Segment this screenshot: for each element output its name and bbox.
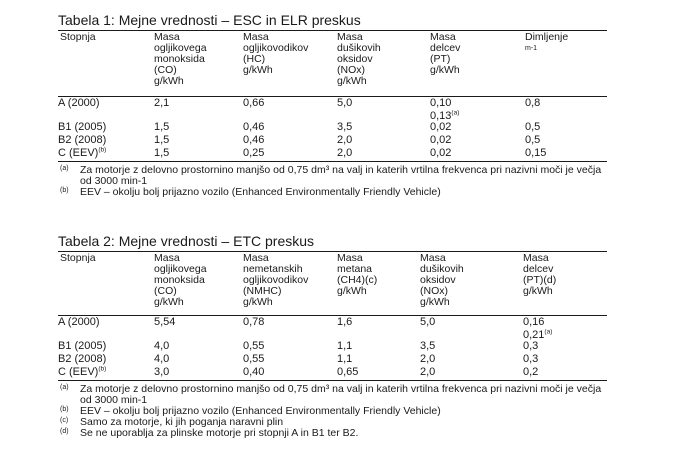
column-header-nmhc: Masa nemetanskih ogljikovodikov (NMHC) g/kWh [243, 252, 309, 308]
stage-header: Stopnja [60, 252, 96, 264]
table-1 [58, 12, 607, 198]
footnote: (a) Za motorje z delovno prostornino manjšo od 0,75 dm³ na valj in katerih vrtilna frekvenca pri nazivni moči je večja od 3000 min-1 [60, 164, 602, 187]
footnote: (d) Se ne uporablja za plinske motorje pri stopnji A in B1 ter B2. [60, 427, 359, 439]
table-2-title: Tabela 2: Mejne vrednosti – ETC preskus [58, 233, 315, 249]
column-header-co: Masa ogljikovega monoksida (CO) g/kWh [154, 252, 207, 308]
divider [58, 161, 607, 162]
column-header-co: Masa ogljikovega monoksida (CO) g/kWh [154, 31, 207, 87]
pt-cell: 0,10 0,13$^{(a)}$ [430, 97, 460, 122]
column-header-pt: Masa delcev (PT) g/kWh [430, 31, 461, 76]
column-header-nox: Masa dušikovih oksidov (NOx) g/kWh [337, 31, 381, 87]
table-row: B2 (2008) 1,5 0,46 2,0 0,02 0,5 [58, 134, 541, 146]
footnote: (c) Samo za motorje, ki jih poganja naravni plin [60, 416, 284, 428]
column-header-nox: Masa dušikovih oksidov (NOx) g/kWh [420, 252, 464, 308]
table-row: C (EEV)$^{(b)}$ 3,0 0,40 0,65 2,0 0,2 [58, 365, 539, 378]
table-row: B1 (2005) 1,5 0,46 3,5 0,02 0,5 [58, 121, 541, 133]
table-row: A (2000) 2,1 0,66 5,0 0,10 0,13$^{(a)}$ 0,8 [58, 97, 541, 122]
table-row: A (2000) 5,54 0,78 1,6 5,0 0,16 0,21$^{(a)}$ [58, 316, 553, 341]
footnote: (b) EEV – okolju bolj prijazno vozilo (Enhanced Environmentally Friendly Vehicle) [60, 186, 441, 198]
pt-cell: 0,16 0,21$^{(a)}$ [523, 316, 553, 341]
table-row: B2 (2008) 4,0 0,55 1,1 2,0 0,3 [58, 353, 539, 365]
table-1-header [58, 31, 607, 96]
column-header-hc: Masa ogljikovodikov (HC) g/kWh [243, 31, 309, 76]
table-row: C (EEV)$^{(b)}$ 1,5 0,25 2,0 0,02 0,15 [58, 146, 547, 159]
table-1-notes [58, 165, 607, 198]
table-2-notes [58, 384, 607, 439]
column-header-pt: Masa delcev (PT)(d) g/kWh [523, 252, 557, 297]
footnote: (b) EEV – okolju bolj prijazno vozilo (Enhanced Environmentally Friendly Vehicle) [60, 405, 441, 417]
divider [58, 380, 607, 381]
footnote: (a) Za motorje z delovno prostornino manjšo od 0,75 dm³ na valj in katerih vrtilna frekvenca pri nazivni moči je večja od 3000 min-1 [60, 383, 602, 406]
table-2 [58, 233, 607, 439]
table-2-header [58, 252, 607, 315]
column-header-ch4: Masa metana (CH4)(c) g/kWh [337, 252, 378, 297]
column-header-smoke: Dimljenje m-1 [525, 31, 569, 52]
table-row: B1 (2005) 4,0 0,55 1,1 3,5 0,3 [58, 340, 539, 352]
stage-header: Stopnja [60, 31, 96, 43]
table-1-title: Tabela 1: Mejne vrednosti – ESC in ELR preskus [58, 12, 361, 28]
